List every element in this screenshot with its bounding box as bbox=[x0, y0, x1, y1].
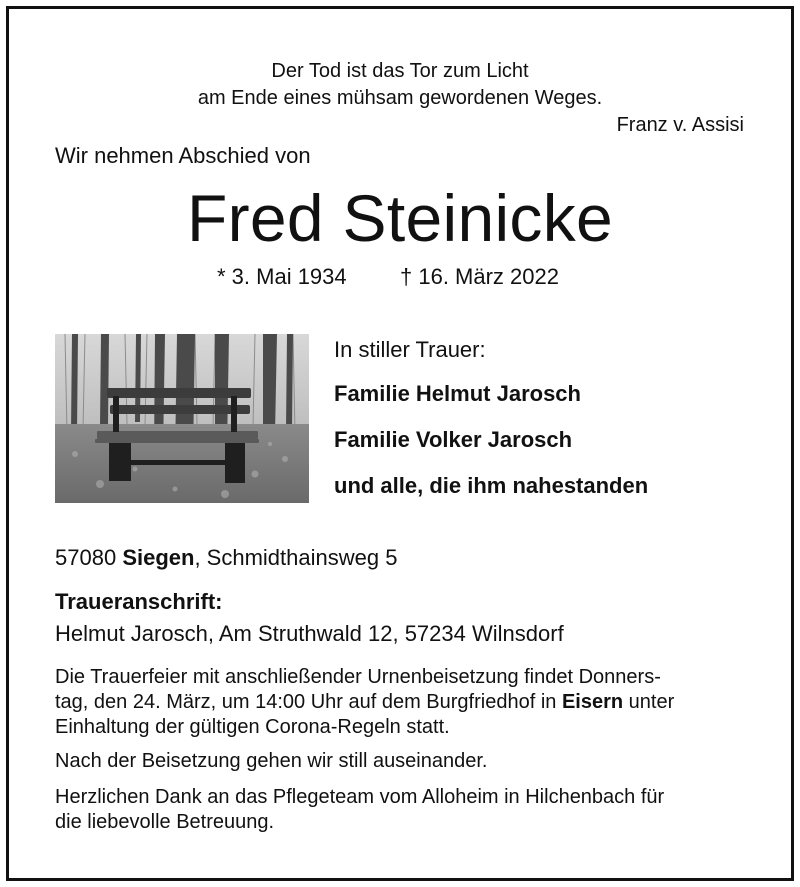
mourner-family-1: Familie Helmut Jarosch bbox=[334, 381, 581, 406]
bench-in-forest-photo bbox=[55, 334, 309, 503]
after-funeral-note: Nach der Beisetzung gehen wir still auseinander. bbox=[55, 750, 488, 772]
mourning-address-label: Traueranschrift: bbox=[55, 589, 223, 614]
city: Siegen bbox=[122, 545, 195, 570]
funeral-line-2-text: tag, den 24. März, um 14:00 Uhr auf dem Burgfriedhof in bbox=[55, 691, 562, 713]
mourners-heading: In stiller Trauer: bbox=[334, 337, 486, 362]
funeral-line-2 bbox=[55, 690, 674, 715]
quote-line-2: am Ende eines mühsam gewordenen Weges. bbox=[197, 87, 603, 109]
thanks-line-1: Herzlichen Dank an das Pflegeteam vom Alloheim in Hilchenbach für bbox=[55, 786, 665, 808]
funeral-line-3: Einhaltung der gültigen Corona-Regeln statt. bbox=[55, 716, 450, 738]
deceased-name: Fred Steinicke bbox=[186, 181, 614, 255]
quote-author: Franz v. Assisi bbox=[616, 114, 744, 136]
residence-address bbox=[55, 545, 397, 571]
death-date: † 16. März 2022 bbox=[400, 264, 559, 289]
funeral-line-1: Die Trauerfeier mit anschließender Urnenbeisetzung findet Donners- bbox=[55, 666, 661, 688]
thanks-line-2: die liebevolle Betreuung. bbox=[55, 811, 275, 833]
mourner-others: und alle, die ihm nahestanden bbox=[334, 473, 649, 498]
mourning-address-value: Helmut Jarosch, Am Struthwald 12, 57234 Wilnsdorf bbox=[55, 621, 564, 646]
zip: 57080 bbox=[55, 545, 117, 570]
street: , Schmidthainsweg 5 bbox=[194, 545, 398, 570]
funeral-place: Eisern bbox=[561, 691, 624, 713]
funeral-line-2-end: unter bbox=[623, 691, 675, 713]
mourner-family-2: Familie Volker Jarosch bbox=[334, 427, 573, 452]
intro-text: Wir nehmen Abschied von bbox=[55, 143, 311, 168]
birth-date: * 3. Mai 1934 bbox=[217, 264, 347, 289]
quote-line-1: Der Tod ist das Tor zum Licht bbox=[271, 60, 529, 82]
